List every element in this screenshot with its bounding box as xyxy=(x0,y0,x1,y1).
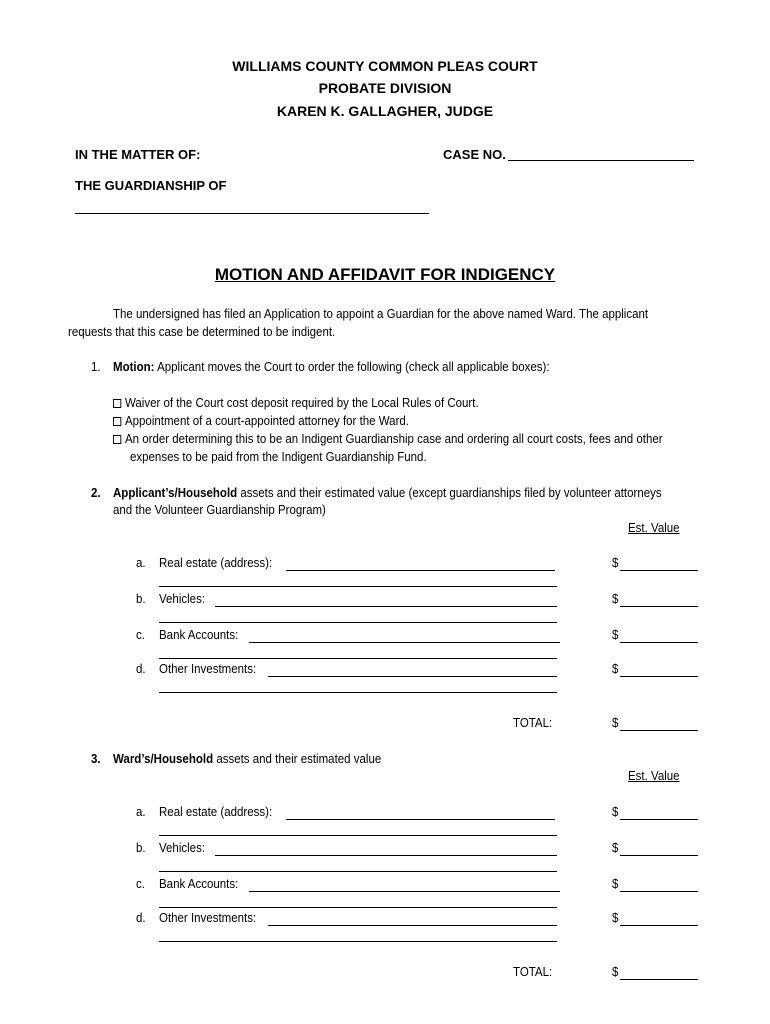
s3-item-a-field[interactable] xyxy=(286,819,555,820)
option-label: An order determining this to be an Indigent Guardianship case and ordering all court costs, fees and other xyxy=(124,432,663,446)
section1-text xyxy=(113,360,550,374)
s3-item-b-field[interactable] xyxy=(215,855,557,856)
s2-item-a-amount: $ xyxy=(612,556,619,570)
s3-item-b-field-line2[interactable] xyxy=(159,871,557,872)
s2-item-d-field-line2[interactable] xyxy=(159,692,557,693)
s2-item-b-field-line2[interactable] xyxy=(159,622,557,623)
s3-item-c-field-line2[interactable] xyxy=(159,907,557,908)
section3-text xyxy=(113,752,381,766)
s3-item-a-amount: $ xyxy=(612,805,619,819)
s3-item-c-field[interactable] xyxy=(249,891,560,892)
s2-item-c-amount-field[interactable] xyxy=(620,642,698,643)
s2-item-a-label: Real estate (address): xyxy=(159,556,273,570)
option-indigent-order[interactable] xyxy=(113,432,663,446)
section2-description: assets and their estimated value (except guardianships filed by volunteer attorneys xyxy=(240,486,662,500)
checkbox-icon[interactable] xyxy=(113,399,121,408)
s3-item-c-amount: $ xyxy=(612,877,619,891)
s2-item-b-amount-field[interactable] xyxy=(620,606,698,607)
checkbox-icon[interactable] xyxy=(113,435,121,444)
section2-number: 2. xyxy=(91,486,101,500)
division-name: PROBATE DIVISION xyxy=(318,80,452,96)
section3-est-value: Est. Value xyxy=(628,769,680,783)
s3-total-amount: $ xyxy=(612,965,619,979)
s2-item-c-label: Bank Accounts: xyxy=(159,628,239,642)
s2-item-a-field-line2[interactable] xyxy=(159,586,557,587)
s2-item-c-letter: c. xyxy=(136,628,145,642)
s3-item-a-label: Real estate (address): xyxy=(159,805,273,819)
s3-item-c-label: Bank Accounts: xyxy=(159,877,239,891)
s3-item-b-amount-field[interactable] xyxy=(620,855,698,856)
s3-item-c-amount-field[interactable] xyxy=(620,891,698,892)
s2-item-d-field[interactable] xyxy=(268,676,557,677)
s2-item-c-amount: $ xyxy=(612,628,619,642)
section1-heading: Motion: xyxy=(113,360,155,374)
s3-item-d-amount: $ xyxy=(612,911,619,925)
s3-total-field[interactable] xyxy=(620,979,698,980)
s2-item-b-label: Vehicles: xyxy=(159,592,206,606)
matter-label: IN THE MATTER OF: xyxy=(75,147,201,162)
option-label: Appointment of a court-appointed attorney for the Ward. xyxy=(124,414,410,428)
s2-item-d-letter: d. xyxy=(136,662,146,676)
section2-text xyxy=(113,486,662,500)
judge-name: KAREN K. GALLAGHER, JUDGE xyxy=(276,103,494,119)
section2-description-cont: and the Volunteer Guardianship Program) xyxy=(113,503,326,517)
s2-item-b-letter: b. xyxy=(136,592,146,606)
s2-item-a-letter: a. xyxy=(136,556,146,570)
s2-item-a-amount-field[interactable] xyxy=(620,570,698,571)
option-waiver[interactable] xyxy=(113,396,479,410)
s3-total-label: TOTAL: xyxy=(513,965,553,979)
intro-line-2: requests that this case be determined to be indigent. xyxy=(68,325,336,339)
option-label: Waiver of the Court cost deposit required by the Local Rules of Court. xyxy=(124,396,479,410)
option-indigent-order-cont: expenses to be paid from the Indigent Guardianship Fund. xyxy=(130,450,427,464)
s2-item-b-amount: $ xyxy=(612,592,619,606)
intro-line-1: The undersigned has filed an Application to appoint a Guardian for the above named Ward. The applicant xyxy=(113,307,649,321)
case-number-field[interactable] xyxy=(508,160,694,161)
option-attorney[interactable] xyxy=(113,414,409,428)
s3-item-b-label: Vehicles: xyxy=(159,841,206,855)
ward-name-field[interactable] xyxy=(75,213,429,214)
s3-item-c-letter: c. xyxy=(136,877,145,891)
s3-item-d-field[interactable] xyxy=(268,925,557,926)
s2-item-d-amount-field[interactable] xyxy=(620,676,698,677)
s3-item-d-amount-field[interactable] xyxy=(620,925,698,926)
s3-item-d-field-line2[interactable] xyxy=(159,941,557,942)
s3-item-a-field-line2[interactable] xyxy=(159,835,557,836)
section1-description: Applicant moves the Court to order the following (check all applicable boxes): xyxy=(157,360,550,374)
s3-item-b-amount: $ xyxy=(612,841,619,855)
s2-total-amount: $ xyxy=(612,716,619,730)
section1-number: 1. xyxy=(91,360,101,374)
s2-item-d-label: Other Investments: xyxy=(159,662,257,676)
s2-item-c-field[interactable] xyxy=(249,642,560,643)
s3-item-b-letter: b. xyxy=(136,841,146,855)
guardianship-label: THE GUARDIANSHIP OF xyxy=(75,178,227,193)
section3-number: 3. xyxy=(91,752,101,766)
s3-item-a-amount-field[interactable] xyxy=(620,819,698,820)
s2-total-field[interactable] xyxy=(620,730,698,731)
section3-heading: Ward’s/Household xyxy=(113,752,214,766)
s2-item-a-field[interactable] xyxy=(286,570,555,571)
s2-item-b-field[interactable] xyxy=(215,606,557,607)
section3-description: assets and their estimated value xyxy=(216,752,382,766)
document-title: MOTION AND AFFIDAVIT FOR INDIGENCY xyxy=(214,265,556,284)
s2-item-c-field-line2[interactable] xyxy=(159,658,557,659)
section2-est-value: Est. Value xyxy=(628,521,680,535)
s3-item-a-letter: a. xyxy=(136,805,146,819)
s2-total-label: TOTAL: xyxy=(513,716,553,730)
case-number-label: CASE NO. xyxy=(443,147,506,162)
checkbox-icon[interactable] xyxy=(113,417,121,426)
section2-heading: Applicant’s/Household xyxy=(113,486,238,500)
s2-item-d-amount: $ xyxy=(612,662,619,676)
court-name: WILLIAMS COUNTY COMMON PLEAS COURT xyxy=(232,58,538,74)
s3-item-d-letter: d. xyxy=(136,911,146,925)
s3-item-d-label: Other Investments: xyxy=(159,911,257,925)
